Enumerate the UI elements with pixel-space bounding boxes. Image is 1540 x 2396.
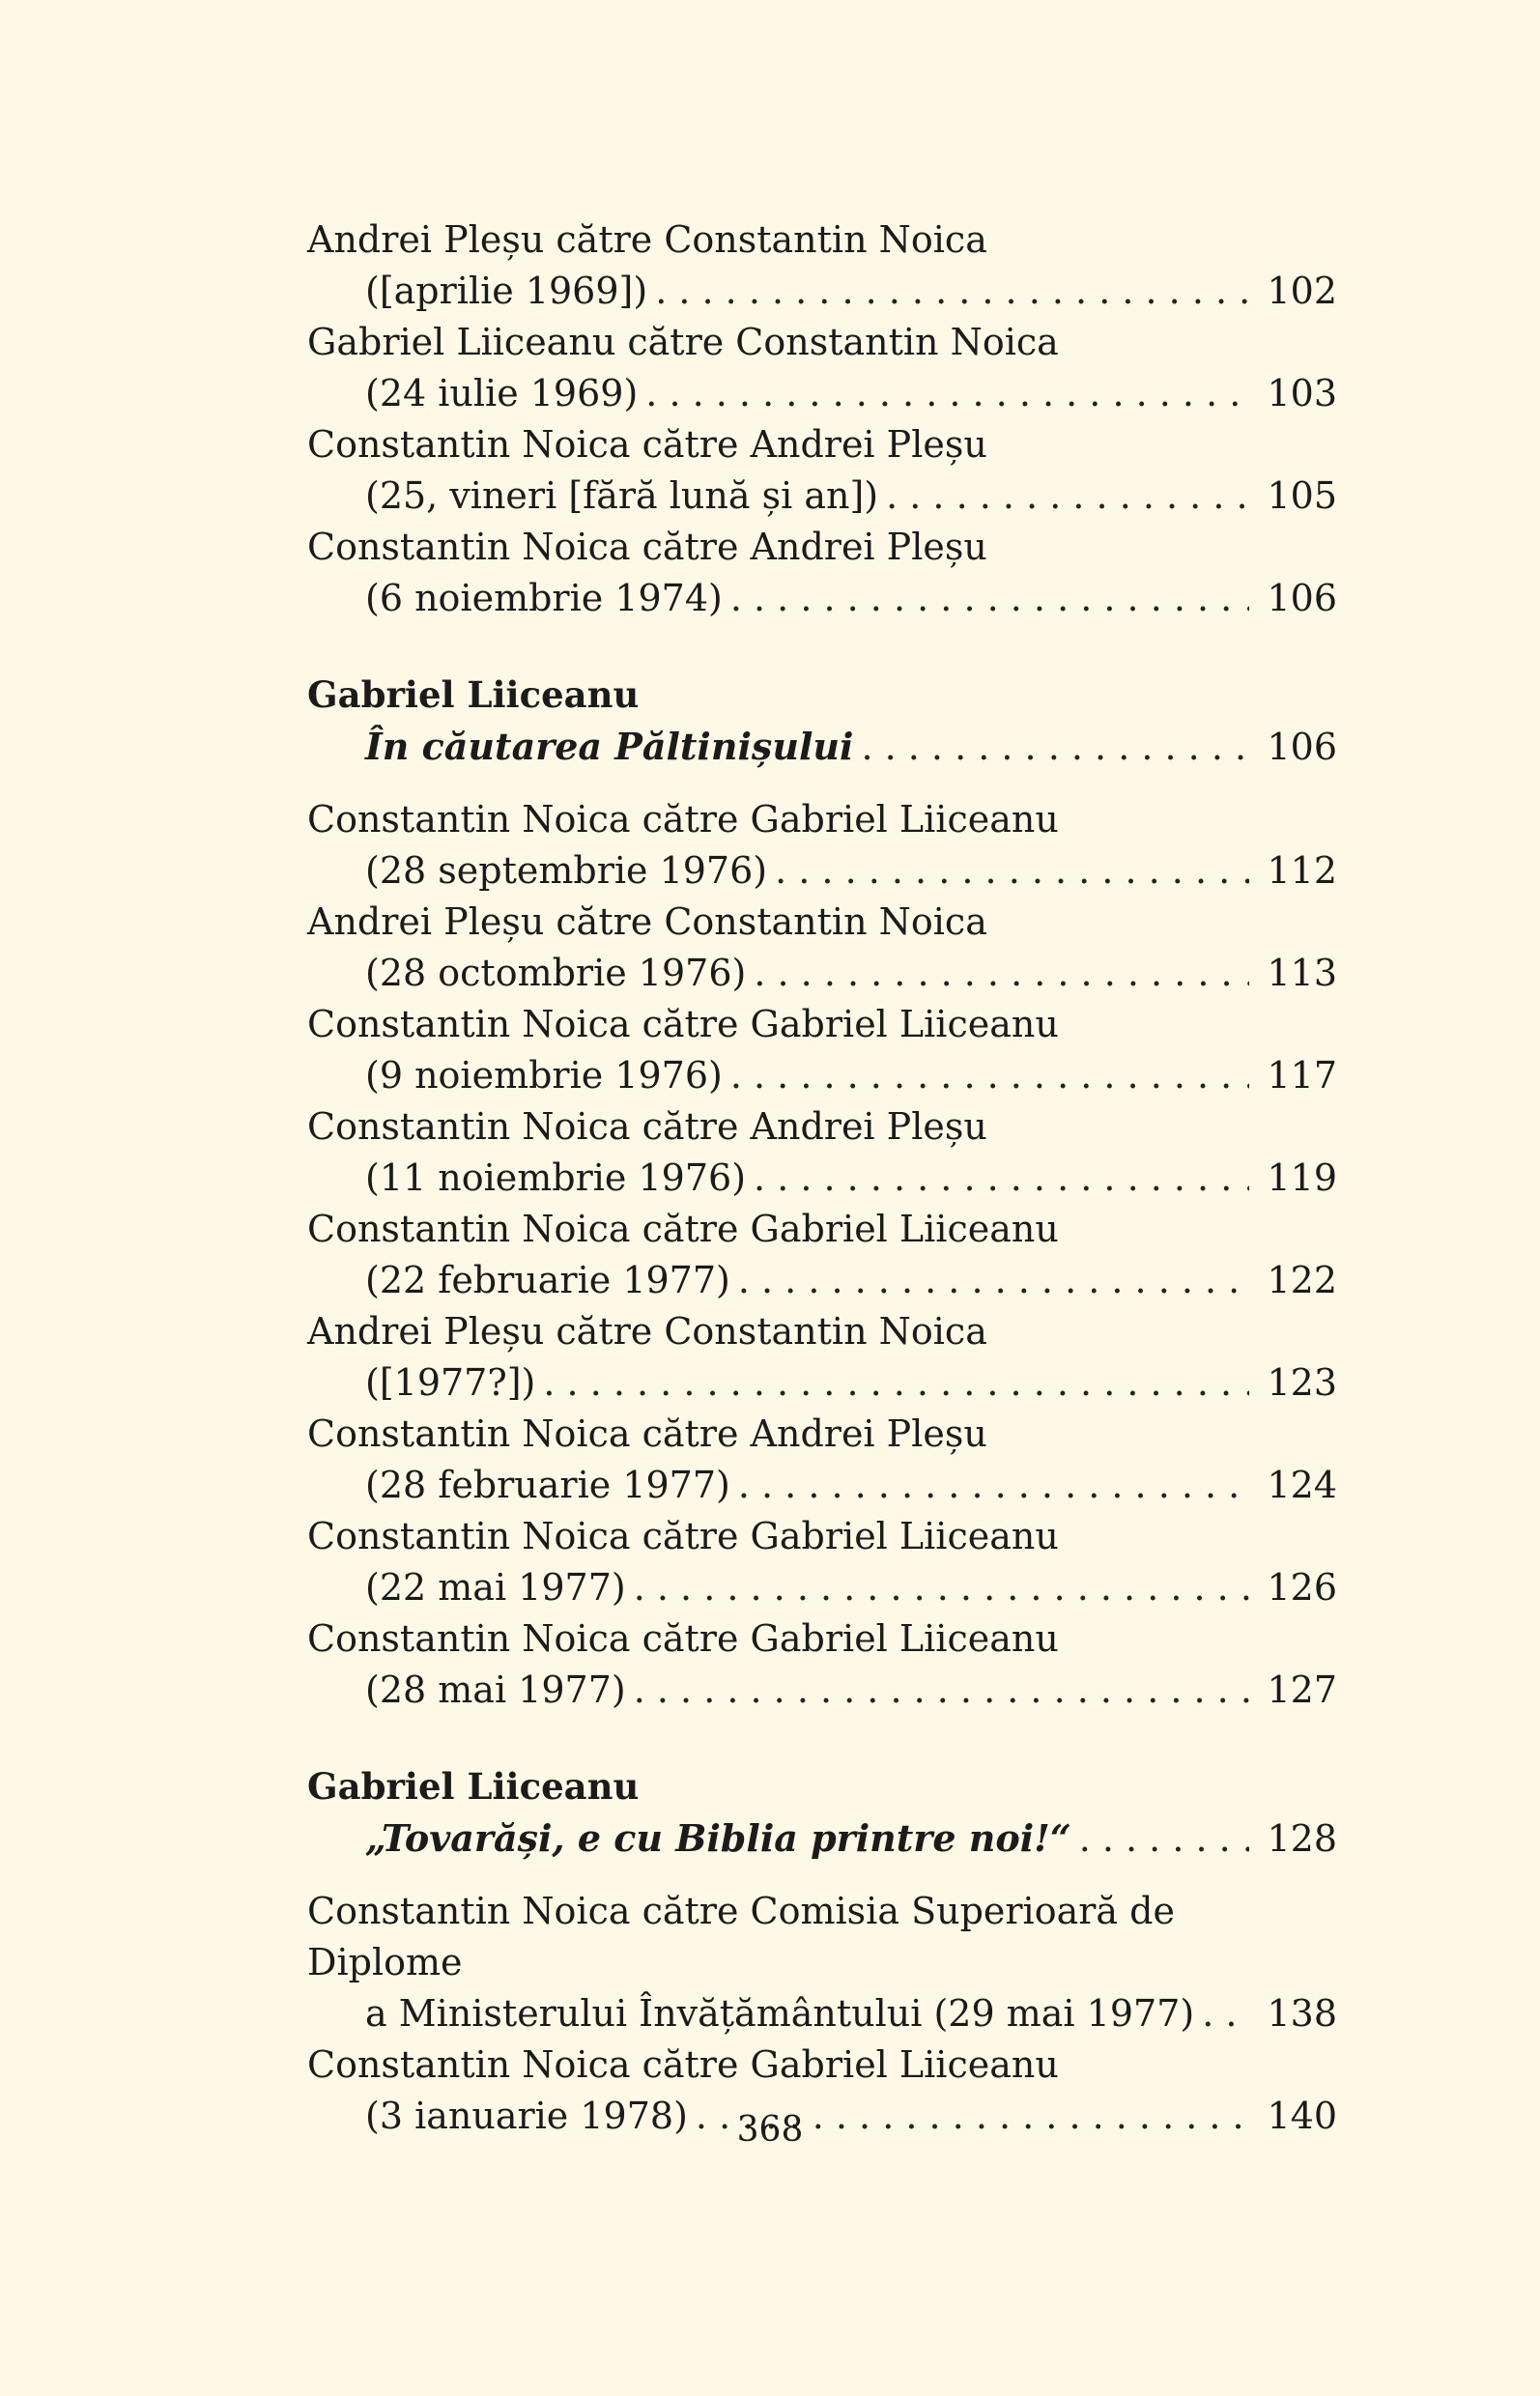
toc-entry-detail: ([1977?]) — [365, 1361, 536, 1404]
toc-entry-line — [307, 266, 1337, 317]
toc-entry-line — [307, 1812, 1337, 1865]
toc-entry-title: Constantin Noica către Comisia Superioară de Diplome — [307, 1890, 1175, 1983]
toc-essay-entry[interactable] — [307, 670, 1337, 773]
leader-dots — [754, 948, 1249, 999]
toc-page-number: 123 — [1267, 1361, 1337, 1404]
toc-entry-line — [307, 1255, 1337, 1306]
toc-entry-detail: (28 februarie 1977) — [365, 1464, 730, 1506]
toc-entry[interactable] — [307, 1204, 1337, 1306]
toc-entry-detail: (3 ianuarie 1978) — [365, 2095, 688, 2137]
leader-dots — [775, 845, 1249, 897]
toc-entry-title: Constantin Noica către Gabriel Liiceanu — [307, 798, 1059, 841]
toc-entry-title: Gabriel Liiceanu către Constantin Noica — [307, 321, 1059, 363]
toc-essay-title: „Tovarăși, e cu Biblia printre noi!“ — [365, 1816, 1071, 1860]
toc-essay-author: Gabriel Liiceanu — [307, 673, 640, 716]
toc-entry-detail: (22 februarie 1977) — [365, 1259, 730, 1301]
toc-entry[interactable] — [307, 1306, 1337, 1409]
toc-entry[interactable] — [307, 419, 1337, 522]
toc-entry-line — [307, 1562, 1337, 1613]
toc-entry-detail: (22 mai 1977) — [365, 1566, 626, 1609]
leader-dots — [655, 266, 1249, 317]
toc-page-number: 124 — [1267, 1464, 1337, 1506]
page-number: 368 — [736, 2110, 804, 2150]
toc-essay-author: Gabriel Liiceanu — [307, 1765, 640, 1808]
toc-entry[interactable] — [307, 214, 1337, 317]
toc-entry-line — [307, 948, 1337, 999]
leader-dots — [543, 1357, 1249, 1409]
toc-essay-title: În căutarea Păltinișului — [365, 725, 854, 768]
toc-entry[interactable] — [307, 794, 1337, 897]
table-of-contents — [307, 214, 1337, 2142]
toc-entry-line — [307, 1988, 1337, 2039]
toc-entry-detail: a Ministerului Învățământului (29 mai 1977) — [365, 1992, 1195, 2035]
leader-dots — [730, 573, 1250, 624]
toc-entry-title: Constantin Noica către Gabriel Liiceanu — [307, 1617, 1059, 1660]
leader-dots — [861, 722, 1249, 773]
leader-dots — [886, 471, 1249, 522]
toc-page-number: 119 — [1267, 1156, 1337, 1199]
toc-entry-title: Constantin Noica către Andrei Pleșu — [307, 423, 987, 466]
toc-entry-title: Constantin Noica către Gabriel Liiceanu — [307, 1515, 1059, 1557]
toc-page-number: 106 — [1267, 577, 1337, 619]
toc-page-number: 127 — [1267, 1669, 1337, 1711]
toc-entry-line — [307, 1357, 1337, 1409]
toc-entry-line — [307, 1665, 1337, 1716]
toc-entry-detail: (24 iulie 1969) — [365, 372, 639, 414]
toc-entry-line — [307, 721, 1337, 773]
toc-entry-line — [307, 368, 1337, 419]
leader-dots — [730, 1050, 1250, 1101]
leader-dots — [1079, 1813, 1250, 1865]
toc-entry-detail: (6 noiembrie 1974) — [365, 577, 723, 619]
toc-page-number: 122 — [1267, 1259, 1337, 1301]
leader-dots — [1202, 1988, 1249, 2039]
toc-entry-detail: (28 mai 1977) — [365, 1669, 626, 1711]
toc-page-number: 105 — [1267, 474, 1337, 517]
toc-entry[interactable] — [307, 1613, 1337, 1716]
toc-page-number: 117 — [1267, 1054, 1337, 1097]
toc-page-number: 140 — [1267, 2095, 1337, 2137]
toc-page-number: 126 — [1267, 1566, 1337, 1609]
toc-page-number: 138 — [1267, 1992, 1337, 2035]
leader-dots — [645, 368, 1249, 419]
toc-entry-title: Andrei Pleșu către Constantin Noica — [307, 1310, 987, 1353]
toc-entry-title: Constantin Noica către Gabriel Liiceanu — [307, 2043, 1059, 2086]
toc-entry-detail: (9 noiembrie 1976) — [365, 1054, 723, 1097]
toc-entry-detail: (28 octombrie 1976) — [365, 952, 747, 994]
toc-page-number: 106 — [1267, 726, 1337, 768]
toc-essay-entry[interactable] — [307, 1761, 1337, 1865]
toc-entry-line — [307, 1460, 1337, 1511]
leader-dots — [754, 1153, 1249, 1204]
toc-entry-title: Constantin Noica către Andrei Pleșu — [307, 1412, 987, 1455]
toc-entry[interactable] — [307, 1886, 1337, 2039]
toc-entry-line — [307, 1050, 1337, 1101]
toc-entry-detail: ([aprilie 1969]) — [365, 270, 648, 312]
toc-entry[interactable] — [307, 522, 1337, 624]
toc-entry-line — [307, 1153, 1337, 1204]
toc-entry-line — [307, 471, 1337, 522]
toc-entry-title: Constantin Noica către Gabriel Liiceanu — [307, 1003, 1059, 1045]
leader-dots — [738, 1460, 1250, 1511]
toc-entry-title: Constantin Noica către Gabriel Liiceanu — [307, 1208, 1059, 1250]
toc-entry[interactable] — [307, 1409, 1337, 1511]
toc-entry[interactable] — [307, 1511, 1337, 1613]
toc-entry-detail: (28 septembrie 1976) — [365, 849, 768, 892]
toc-entry-line — [307, 573, 1337, 624]
toc-entry-line — [307, 845, 1337, 897]
leader-dots — [738, 1255, 1250, 1306]
toc-entry[interactable] — [307, 897, 1337, 999]
toc-page-number: 112 — [1267, 849, 1337, 892]
toc-entry-title: Constantin Noica către Andrei Pleșu — [307, 1105, 987, 1148]
leader-dots — [634, 1562, 1250, 1613]
toc-entry[interactable] — [307, 999, 1337, 1101]
toc-page-number: 102 — [1267, 270, 1337, 312]
toc-entry-detail: (11 noiembrie 1976) — [365, 1156, 747, 1199]
toc-entry-title: Andrei Pleșu către Constantin Noica — [307, 218, 987, 261]
toc-page-number: 128 — [1267, 1817, 1337, 1860]
leader-dots — [634, 1665, 1250, 1716]
toc-entry-title: Constantin Noica către Andrei Pleșu — [307, 526, 987, 568]
toc-page-number: 113 — [1267, 952, 1337, 994]
toc-page-number: 103 — [1267, 372, 1337, 414]
toc-entry-detail: (25, vineri [fără lună și an]) — [365, 474, 879, 517]
toc-entry-title: Andrei Pleșu către Constantin Noica — [307, 900, 987, 943]
toc-entry[interactable] — [307, 317, 1337, 419]
toc-entry[interactable] — [307, 1101, 1337, 1204]
